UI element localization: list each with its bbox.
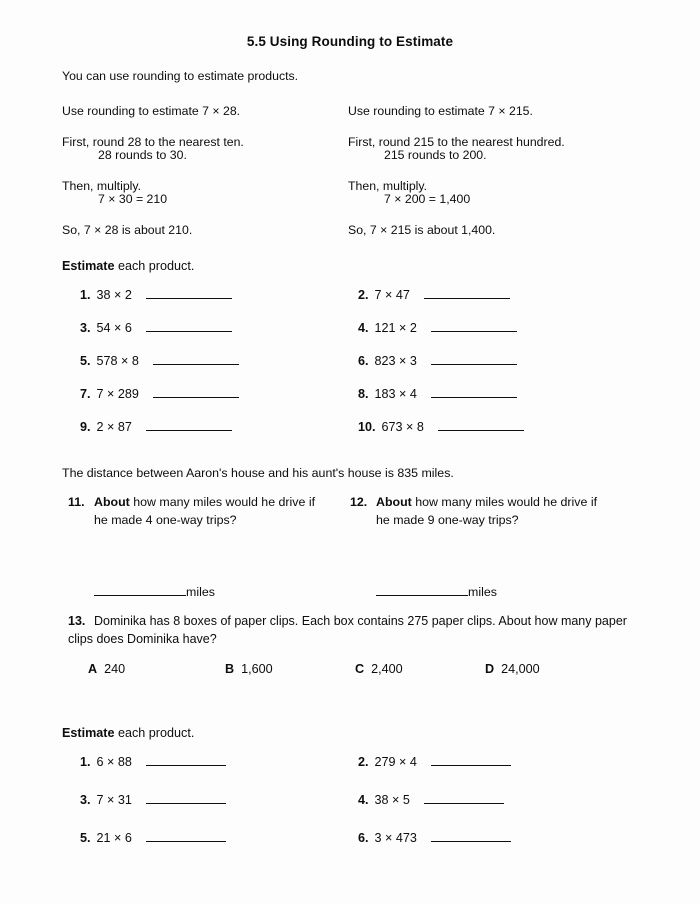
choice-letter: A [88,662,98,677]
problem-number: 1. [80,755,91,770]
example-left-prompt: Use rounding to estimate 7 × 28. [62,104,241,118]
word-problem-answer [376,583,497,602]
answer-blank[interactable] [146,419,232,431]
choice-value: 2,400 [371,662,403,677]
problem-expression: 7 × 31 [96,793,132,808]
word-problem-text: About how many miles would he drive if he made 4 one-way trips? [94,495,316,527]
problem-expression: 2 × 87 [96,420,132,434]
choice-letter: C [355,662,365,677]
problem-3 [80,792,226,807]
section-2-problems [0,754,700,868]
problem-row [0,830,700,868]
answer-blank[interactable] [424,287,510,299]
example-left-conclusion: So, 7 × 28 is about 210. [62,222,193,237]
choice-letter: D [485,662,495,677]
problem-4 [358,792,504,807]
answer-blank[interactable] [146,754,226,766]
answer-blank[interactable] [431,830,511,842]
problem-number: 1. [80,288,91,302]
choice-value: 24,000 [501,662,540,677]
word-problems [0,494,700,602]
problem-number: 4. [358,793,369,808]
section-1-heading-bold: Estimate [62,259,115,273]
example-right [348,105,648,236]
problem-10 [358,419,524,434]
problem-5 [80,353,239,368]
problem-expression: 673 × 8 [381,420,424,434]
problem-number: 2. [358,755,369,770]
answer-blank[interactable] [153,386,239,398]
choice-letter: B [225,662,235,677]
multiple-choice-section [0,612,700,692]
problem-expression: 38 × 5 [374,793,410,808]
problem-3 [80,320,232,335]
answer-blank[interactable] [431,320,517,332]
intro-text: You can use rounding to estimate products. [62,69,299,83]
problem-number: 2. [358,288,369,302]
problem-expression: 121 × 2 [374,321,417,335]
problem-9 [80,419,232,434]
answer-blank[interactable] [146,830,226,842]
example-right-step1: First, round 215 to the nearest hundred. [348,134,565,149]
section-2-heading-bold: Estimate [62,726,115,741]
problem-6 [358,353,517,368]
choice-c[interactable] [355,662,403,676]
word-problem-lead: About [94,495,130,509]
problem-number: 5. [80,354,91,368]
answer-blank[interactable] [153,353,239,365]
problem-number: 9. [80,420,91,434]
problem-expression: 3 × 473 [374,831,417,846]
problem-number: 6. [358,831,369,846]
answer-blank[interactable] [438,419,524,431]
answer-blank[interactable] [424,792,504,804]
page-title: 5.5 Using Rounding to Estimate [246,34,454,49]
problem-number: 3. [80,321,91,335]
problem-row [0,419,700,452]
choice-b[interactable] [225,662,273,676]
section-2-heading [62,726,700,740]
word-problem-11 [68,494,318,602]
problem-number: 5. [80,831,91,846]
answer-blank[interactable] [431,386,517,398]
problem-row [0,320,700,353]
choice-d[interactable] [485,662,540,676]
answer-unit: miles [186,585,215,600]
distance-statement: The distance between Aaron's house and his aunt's house is 835 miles. [62,466,454,480]
word-problem-answer [94,583,215,602]
example-right-step2: Then, multiply. [348,178,428,193]
problem-number: 3. [80,793,91,808]
problem-row [0,353,700,386]
problem-expression: 54 × 6 [96,321,132,335]
problem-4 [358,320,517,335]
question-13 [68,612,638,648]
problem-number: 6. [358,354,369,368]
word-problem-lead: About [376,495,412,509]
answer-blank[interactable] [376,583,468,596]
problem-1 [80,754,226,769]
problem-expression: 21 × 6 [96,831,132,846]
word-problem-number: 12. [350,495,368,509]
problem-row [0,792,700,830]
example-left-step2-detail: 7 × 30 = 210 [98,191,168,206]
word-problem-number: 11. [68,495,85,509]
problem-5 [80,830,226,845]
problem-number: 7. [80,387,91,401]
problem-expression: 6 × 88 [96,755,132,770]
problem-2 [358,754,511,769]
example-right-prompt: Use rounding to estimate 7 × 215. [348,104,533,118]
answer-blank[interactable] [146,287,232,299]
example-right-step2-detail: 7 × 200 = 1,400 [384,191,471,206]
example-left [62,105,352,236]
section-2-heading-rest: each product. [114,726,195,741]
problem-expression: 7 × 47 [374,288,410,302]
answer-blank[interactable] [431,754,511,766]
problem-expression: 38 × 2 [96,288,132,302]
problem-number: 10. [358,420,376,434]
answer-blank[interactable] [146,320,232,332]
problem-expression: 279 × 4 [374,755,417,770]
question-13-number: 13. [68,614,86,628]
word-problem-text: About how many miles would he drive if he made 9 one-way trips? [376,495,598,527]
word-problem-12 [350,494,600,602]
example-right-step1-detail: 215 rounds to 200. [384,147,487,162]
example-left-step1-detail: 28 rounds to 30. [98,147,187,162]
problem-row [0,754,700,792]
problem-row [0,287,700,320]
problem-expression: 578 × 8 [96,354,139,368]
choice-value: 240 [104,662,126,677]
problem-expression: 7 × 289 [96,387,139,401]
choice-a[interactable] [88,662,125,676]
problem-2 [358,287,510,302]
problem-6 [358,830,511,845]
example-right-conclusion: So, 7 × 215 is about 1,400. [348,222,496,237]
answer-blank[interactable] [146,792,226,804]
problem-1 [80,287,232,302]
problem-number: 8. [358,387,369,401]
answer-unit: miles [468,585,497,600]
problem-row [0,386,700,419]
problem-7 [80,386,239,401]
problem-expression: 823 × 3 [374,354,417,368]
answer-blank[interactable] [94,583,186,596]
choice-value: 1,600 [241,662,273,677]
answer-blank[interactable] [431,353,517,365]
question-13-text: Dominika has 8 boxes of paper clips. Each box contains 275 paper clips. About how many paper clips does Dominika have? [68,614,627,647]
problem-number: 4. [358,321,369,335]
problem-expression: 183 × 4 [374,387,417,401]
worked-examples [0,105,700,255]
example-left-step1: First, round 28 to the nearest ten. [62,134,244,149]
section-1-problems [0,287,700,452]
section-1-heading [62,259,700,273]
problem-8 [358,386,517,401]
example-left-step2: Then, multiply. [62,178,142,193]
question-13-choices [0,662,700,692]
section-1-heading-rest: each product. [114,259,195,273]
